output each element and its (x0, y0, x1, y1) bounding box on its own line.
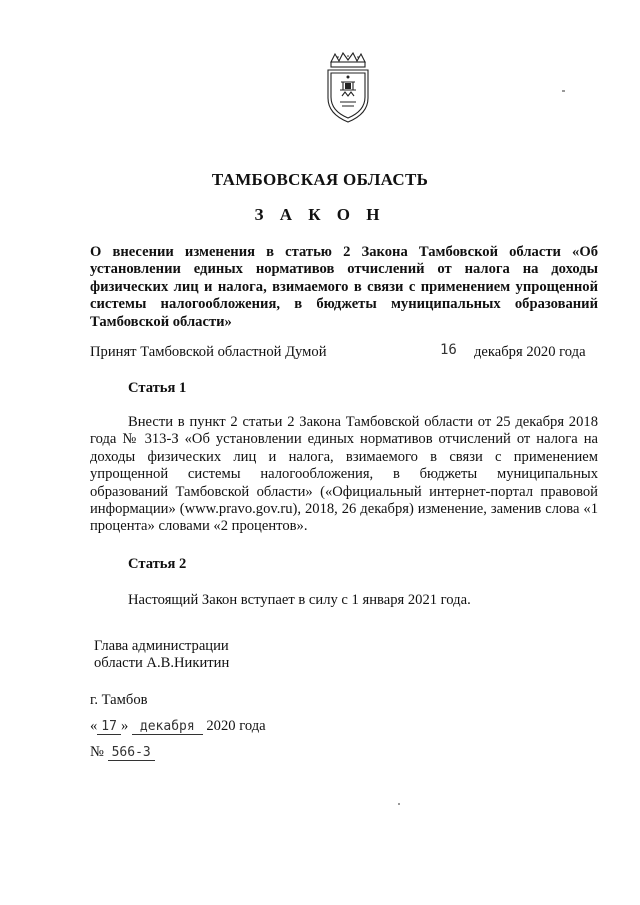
scan-speck (562, 90, 565, 92)
signing-month-stamp: декабря (132, 720, 203, 735)
article-2-heading: Статья 2 (128, 556, 187, 572)
city: г. Тамбов (90, 692, 148, 708)
article-1-text: Внести в пункт 2 статьи 2 Закона Тамбовской области от 25 декабря 2018 года № 313-З «Об установлении единых нормативов отчислений от налога на доходы физических лиц и налога, взимаемого в связи с применением упрощенной системы налогообложения, в бюджеты муниципальных образований Тамбовской области» («Официальный интернет-портал правовой информации» (www.pravo.gov.ru), 2018, 26 декабря) изменение, заменив слова «1 процента» словами «2 процентов». (90, 414, 598, 535)
law-title: О внесении изменения в статью 2 Закона Тамбовской области «Об установлении единых нормативов отчислений от налога на доходы физических лиц и налога, взимаемого в связи с применением упрощенной системы налогообложения, в бюджеты муниципальных образований Тамбовской области» (90, 244, 598, 330)
signing-year: 2020 года (206, 718, 266, 734)
article-1-heading: Статья 1 (128, 380, 187, 396)
adoption-month-year: декабря 2020 года (474, 344, 586, 360)
quote-close: » (120, 718, 129, 734)
scan-speck (398, 803, 400, 805)
signing-day-stamp: 17 (97, 720, 121, 735)
law-number (90, 744, 155, 761)
law-number-stamp: 566-З (108, 746, 155, 761)
tambov-coat-of-arms-icon (321, 52, 375, 124)
region-heading: ТАМБОВСКАЯ ОБЛАСТЬ (211, 170, 429, 189)
number-sign: № (90, 744, 104, 760)
article-2-text: Настоящий Закон вступает в силу с 1 января 2021 года. (128, 592, 471, 608)
adoption-text: Принят Тамбовской областной Думой (90, 344, 327, 360)
adoption-day-stamp: 16 (440, 342, 457, 358)
signature-position: Глава администрации (94, 638, 229, 654)
signing-date (90, 718, 266, 735)
signature-name: области А.В.Никитин (94, 655, 230, 671)
document-type-heading: З А К О Н (254, 205, 386, 224)
quote-open: « (90, 718, 98, 734)
